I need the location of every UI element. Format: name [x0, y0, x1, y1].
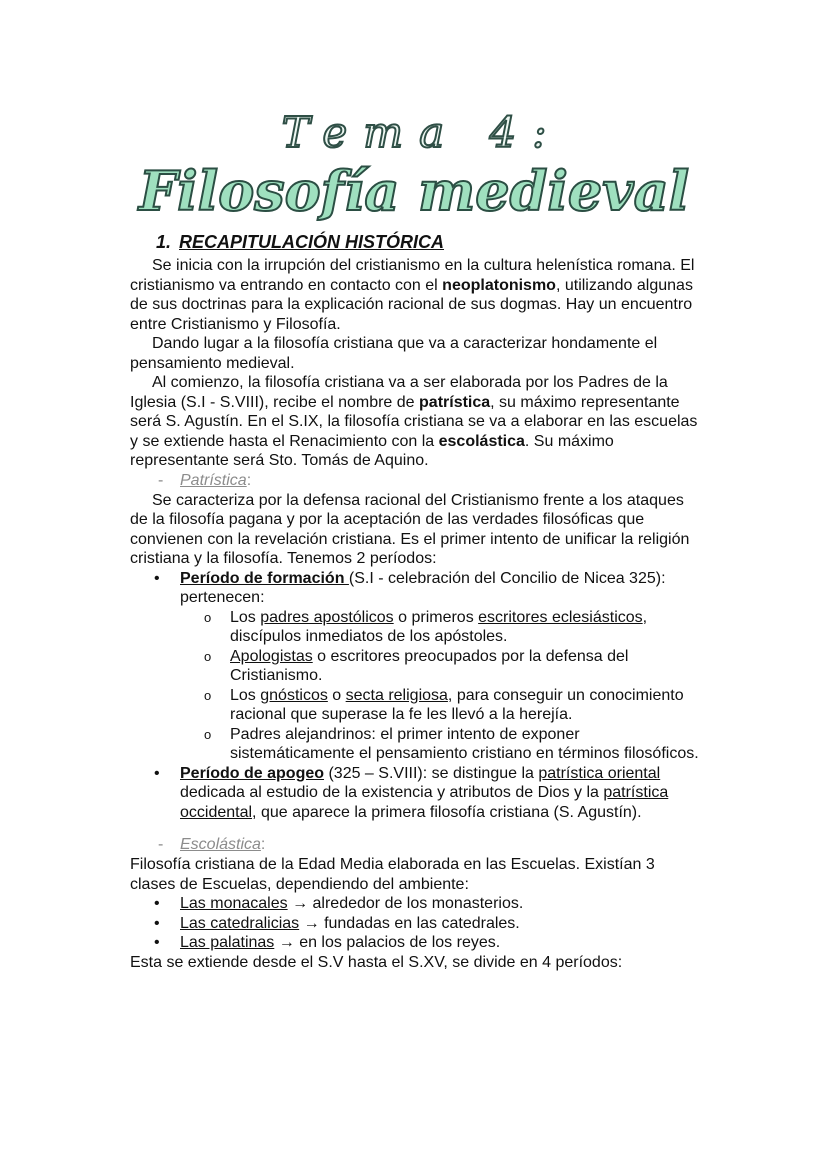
- bullet-icon: •: [154, 569, 160, 587]
- term-patristica: patrística: [419, 393, 491, 411]
- circle-bullet-icon: o: [204, 687, 212, 703]
- period-title: Período de apogeo: [180, 764, 325, 782]
- sublist-item: o Apologistas o escritores preocupados por la defensa del Cristianismo.: [204, 647, 629, 684]
- list-item: • Las monacales → alrededor de los monasterios.: [154, 895, 524, 912]
- patristica-periods-list: [130, 569, 700, 823]
- list-item-periodo-apogeo: • Período de apogeo (325 – S.VIII): se distingue la patrística oriental dedicada al estudio de la existencia y atributos de Dios y la patrística occidental, que aparece la primera filosofía cristiana (S. Agustín).: [154, 764, 669, 821]
- subheading-escolastica: - Escolástica:: [158, 836, 266, 853]
- section-number: 1.: [156, 232, 172, 252]
- term-escolastica: escolástica: [438, 432, 525, 450]
- formacion-sublist: [180, 608, 700, 764]
- section-title: RECAPITULACIÓN HISTÓRICA: [179, 232, 445, 252]
- sublist-item: o Padres alejandrinos: el primer intento de exponer sistemáticamente el pensamiento cristiano en términos filosóficos.: [204, 725, 699, 762]
- arrow-right-icon: →: [299, 914, 325, 932]
- document-body: [130, 230, 700, 972]
- bullet-icon: •: [154, 895, 160, 912]
- term-neoplatonismo: neoplatonismo: [442, 276, 556, 294]
- list-item: • Las catedralicias → fundadas en las catedrales.: [154, 914, 520, 932]
- section-heading: [156, 230, 700, 254]
- bullet-icon: •: [154, 914, 160, 932]
- title-subject: Filosofía medieval: [138, 159, 690, 223]
- period-title: Período de formación: [180, 569, 349, 587]
- paragraph-escolastica-periodos: Esta se extiende desde el S.V hasta el S.XV, se divide en 4 períodos:: [130, 953, 623, 971]
- title-topic-number: Tema 4:: [281, 108, 563, 157]
- escuelas-list: [130, 894, 700, 953]
- bullet-icon: •: [154, 764, 160, 782]
- circle-bullet-icon: o: [204, 648, 212, 664]
- arrow-right-icon: →: [287, 895, 313, 912]
- list-item: • Las palatinas → en los palacios de los reyes.: [154, 934, 501, 951]
- circle-bullet-icon: o: [204, 726, 212, 742]
- bullet-icon: •: [154, 934, 160, 951]
- document-title: [0, 108, 828, 222]
- paragraph-patristica-intro: Se caracteriza por la defensa racional del Cristianismo frente a los ataques de la filosofía pagana y por la aceptación de las verdades filosóficas que convienen con la revelación cristiana. Es el primer intento de unificar la religión cristiana y la filosofía. Tenemos 2 períodos:: [130, 491, 690, 567]
- sublist-item: o Los padres apostólicos o primeros escritores eclesiásticos, discípulos inmediatos de los apóstoles.: [204, 608, 648, 645]
- circle-bullet-icon: o: [204, 609, 212, 625]
- paragraph-pensamiento: Dando lugar a la filosofía cristiana que va a caracterizar hondamente el pensamiento medieval.: [130, 335, 658, 372]
- paragraph-patristica-escolastica: Al comienzo, la filosofía cristiana va a ser elaborada por los Padres de la Iglesia (S.I - S.VIII), recibe el nombre de patrística, su máximo representante será S. Agustín. En el S.IX, la filosofía cristiana se va a elaborar en las escuelas y se extiende hasta el Renacimiento con la escolástica. Su máximo representante será Sto. Tomás de Aquino.: [130, 374, 698, 469]
- list-item-periodo-formacion: • Período de formación (S.I - celebración del Concilio de Nicea 325): pertenecen: o Los padres apostólicos o primeros escritores eclesiásticos, discípulos inmediatos de los apóstoles. o Apologistas o escritores preocupados por la defensa del Cristianismo. o Los gnósticos o secta religiosa, para conseguir un conocimiento racional que superase la fe les llevó a la herejía. o Padres alejandrinos: el primer intento de exponer sistemáticamente el pensamiento cristiano en términos filosóficos.: [154, 569, 699, 762]
- subheading-patristica: - Patrística:: [158, 471, 252, 489]
- paragraph-escolastica-intro: Filosofía cristiana de la Edad Media elaborada en las Escuelas. Existían 3 clases de Escuelas, dependiendo del ambiente:: [130, 856, 655, 893]
- paragraph-intro: Se inicia con la irrupción del cristianismo en la cultura helenística romana. El cristianismo va entrando en contacto con el neoplatonismo, utilizando algunas de sus doctrinas para la explicación racional de sus dogmas. Hay un encuentro entre Cristianismo y Filosofía.: [130, 257, 695, 333]
- sublist-item: o Los gnósticos o secta religiosa, para conseguir un conocimiento racional que superase la fe les llevó a la herejía.: [204, 686, 684, 723]
- arrow-right-icon: →: [274, 934, 300, 951]
